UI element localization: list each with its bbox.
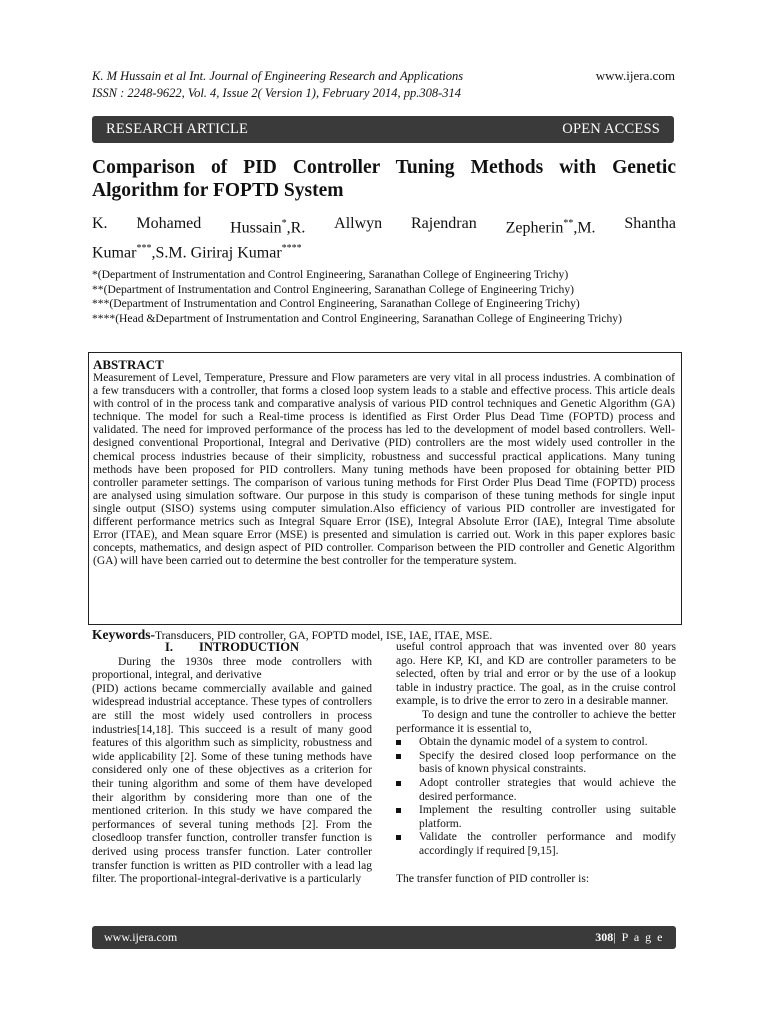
right-paragraph-2: To design and tune the controller to achieve the better performance it is essential to,	[396, 708, 676, 735]
bullet-square-icon	[396, 808, 401, 813]
right-paragraph-1: useful control approach that was invented over 80 years ago. Here KP, KI, and KD are controller parameters to be selected, often by trial and error or by the use of a lookup table in industry practice. The goal, as in the cruise control example, is to drive the error to zero in a desirable manner.	[396, 641, 676, 708]
bullet-square-icon	[396, 835, 401, 840]
intro-paragraph-1: During the 1930s three mode controllers with proportional, integral, and derivative	[92, 655, 372, 682]
author-word: Mohamed	[136, 215, 202, 232]
article-type-banner	[92, 116, 674, 143]
affiliation-4: ****(Head &Department of Instrumentation and Control Engineering, Saranathan College of Engineering Trichy)	[92, 311, 622, 325]
page-footer	[92, 926, 676, 949]
author-word: Rajendran	[410, 215, 477, 232]
affiliation-1: *(Department of Instrumentation and Control Engineering, Saranathan College of Engineering Trichy)	[92, 268, 569, 281]
abstract-heading: ABSTRACT	[93, 357, 164, 372]
citation-line-2: ISSN : 2248-9622, Vol. 4, Issue 2( Version 1), February 2014, pp.308-314	[92, 86, 462, 100]
affiliation-2: **(Department of Instrumentation and Control Engineering, Saranathan College of Engineering Trichy)	[92, 282, 574, 296]
section-title: INTRODUCTION	[198, 640, 299, 654]
list-item: Specify the desired closed loop performance on the basis of known physical constraints.	[396, 750, 676, 777]
running-header-citation	[92, 68, 463, 102]
author-line-1	[92, 213, 676, 238]
author-list	[92, 213, 676, 264]
header-website-link[interactable]: www.ijera.com	[595, 68, 675, 83]
citation-line-1: K. M Hussain et al Int. Journal of Engineering Research and Applications	[92, 69, 464, 83]
paper-title: Comparison of PID Controller Tuning Methods with Genetic Algorithm for FOPTD System	[92, 157, 676, 201]
banner-research-article: RESEARCH ARTICLE	[106, 121, 249, 137]
page-number: 308| P a g e	[595, 930, 664, 944]
bullet-square-icon	[396, 781, 401, 786]
author-word: K.	[92, 215, 108, 232]
author-word: Shantha	[624, 215, 676, 232]
section-number: I.	[164, 640, 173, 654]
bullet-square-icon	[396, 740, 401, 745]
list-item: Adopt controller strategies that would achieve the desired performance.	[396, 777, 676, 804]
list-item: Validate the controller performance and modify accordingly if required [9,15].	[396, 831, 676, 858]
author-line-2: Kumar***,S.M. Giriraj Kumar****	[92, 243, 302, 262]
bullet-square-icon	[396, 754, 401, 759]
right-column	[396, 641, 676, 886]
list-item: Obtain the dynamic model of a system to control.	[396, 736, 676, 750]
section-heading-introduction	[92, 641, 372, 655]
abstract-box	[88, 352, 682, 625]
author-word: Allwyn	[334, 215, 383, 232]
keywords-text: Transducers, PID controller, GA, FOPTD model, ISE, IAE, ITAE, MSE.	[155, 629, 493, 642]
banner-open-access: OPEN ACCESS	[562, 121, 660, 137]
author-word: Hussain*,R.	[230, 218, 306, 237]
footer-website-link[interactable]: www.ijera.com	[104, 930, 178, 944]
right-paragraph-3: The transfer function of PID controller is:	[396, 872, 590, 885]
keywords-label: Keywords-	[92, 627, 155, 642]
design-steps-list	[396, 736, 676, 858]
affiliations	[92, 268, 676, 326]
intro-paragraph-2: (PID) actions became commercially available and gained widespread industrial acceptance. These types of controllers are still the most widely used controllers in process industries[14,18]. This succeed is a result of many good features of this algorithm such as simplicity, robustness and wide applicability [2]. Some of these tuning methods have considered only one of these objectives as a criterion for their tuning algorithm and some of them have developed their algorithm by considering more than one of the mentioned criterion. In this study we have compared the performances of several tuning methods [2]. From the closedloop transfer function, controller transfer function is derived using process transfer function. Later controller transfer function is written as PID controller with a lead lag filter. The proportional-integral-derivative is a particularly	[92, 682, 372, 886]
abstract-body: Measurement of Level, Temperature, Pressure and Flow parameters are very vital in all process industries. A combination of a few transducers with a controller, that forms a closed loop system leads to a stable and effective process. This article deals with control of in the process tank and comparative analysis of various PID control techniques and Genetic Algorithm (GA) technique. The model for such a Real-time process is identified as First Order Plus Dead Time (FOPTD) process and validated. The need for improved performance of the process has led to the development of model based controllers. Well-designed conventional Proportional, Integral and Derivative (PID) controllers are the most widely used controller in the chemical process industries because of their simplicity, robustness and successful practical applications. Many tuning methods have been proposed for PID controllers. Many tuning methods have been proposed for obtaining better PID controller parameter settings. The comparison of various tuning methods for First Order Plus Dead Time (FOPTD) process are analysed using simulation software. Our purpose in this study is comparison of these tuning methods for single input single output (SISO) systems using computer simulation.Also efficiency of various PID controller are investigated for different performance metrics such as Integral Square Error (ISE), Integral Absolute Error (IAE), Integral Time absolute Error (ITAE), and Mean square Error (MSE) is presented and simulation is carried out. Work in this paper explores basic concepts, mathematics, and design aspect of PID controller. Comparison between the PID controller and Genetic Algorithm (GA) will have been carried out to determine the best controller for the temperature system.	[93, 372, 675, 568]
author-word: Zepherin**,M.	[505, 218, 596, 237]
affiliation-3: ***(Department of Instrumentation and Control Engineering, Saranathan College of Engineering Trichy)	[92, 297, 580, 311]
left-column	[92, 641, 372, 887]
list-item: Implement the resulting controller using suitable platform.	[396, 804, 676, 831]
